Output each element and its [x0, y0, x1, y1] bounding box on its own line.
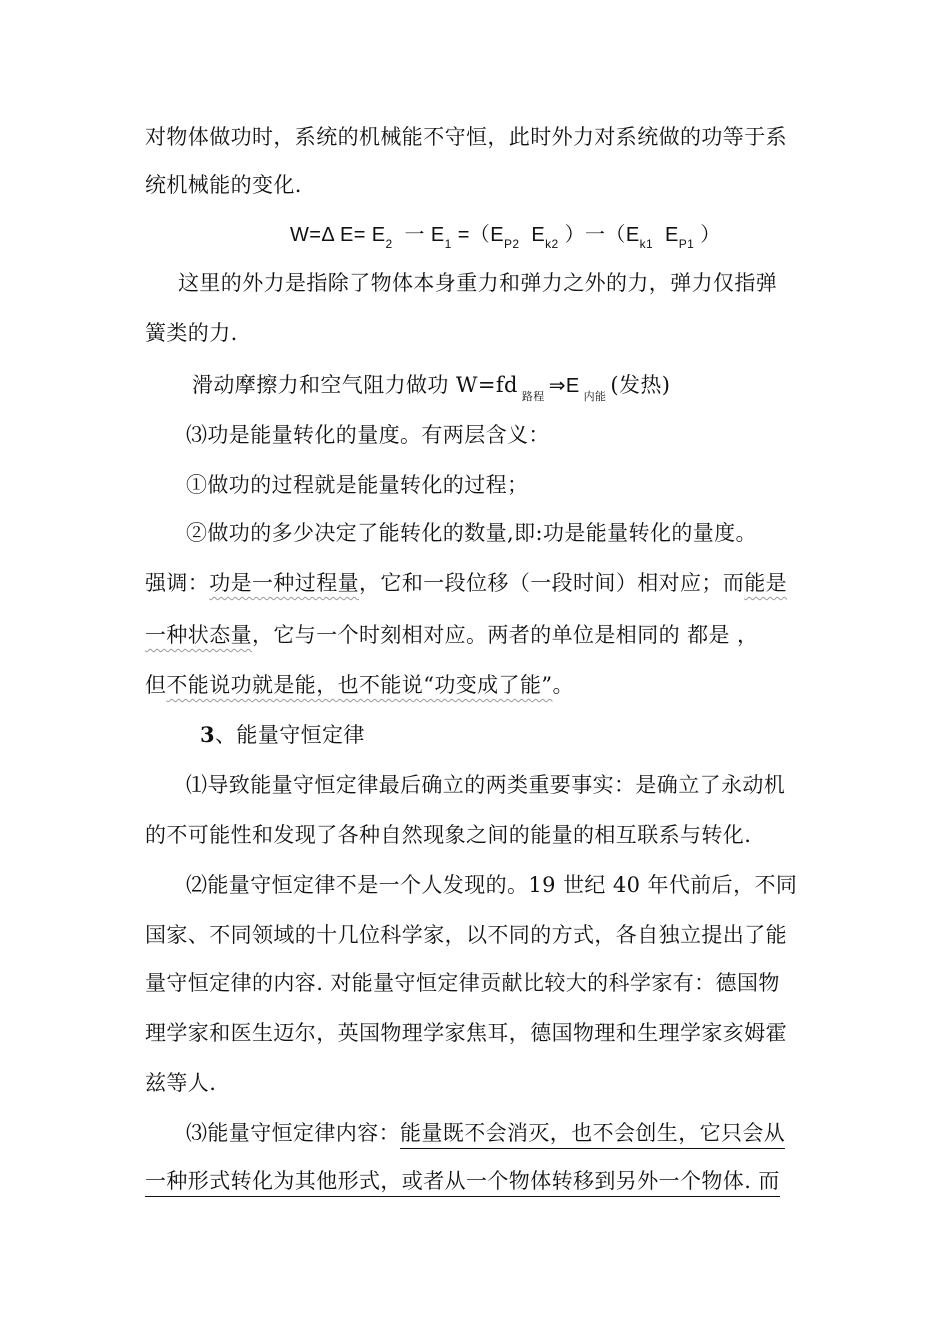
friction-text: 滑动摩擦力和空气阻力做功 W=fd	[192, 373, 518, 397]
underlined-text: 能量既不会消灭，也不会创生，它只会从	[400, 1121, 785, 1149]
formula-part: E	[525, 224, 546, 246]
formula-subscript: k2	[545, 237, 559, 251]
friction-work-line	[192, 370, 857, 404]
paragraph-line: 理学家和医生迈尔，英国物理学家焦耳，德国物理和生理学家亥姆霍	[145, 1021, 787, 1045]
section-title: 、能量守恒定律	[215, 723, 365, 747]
formula-part: ）	[700, 224, 721, 246]
law-statement-line	[145, 1166, 810, 1196]
heat-note: (发热)	[610, 373, 671, 397]
formula-subscript: k1	[639, 237, 654, 251]
formula-part: ）一（E	[564, 224, 640, 246]
law-statement-line	[186, 1118, 851, 1148]
formula-part: 一 E	[398, 224, 445, 246]
paragraph-line: 统机械能的变化.	[145, 173, 302, 197]
formula-subscript: 2	[385, 237, 393, 251]
paragraph-line: 兹等人.	[145, 1071, 217, 1095]
paragraph-line: ②做功的多少决定了能转化的数量,即:功是能量转化的量度。	[186, 521, 757, 545]
wavy-underlined-text: 能是	[744, 571, 788, 595]
paragraph-line: 簧类的力.	[145, 321, 238, 345]
emphasis-line	[145, 568, 810, 598]
formula-part: E	[659, 224, 679, 246]
law-label: ⑶能量守恒定律内容：	[186, 1121, 400, 1145]
underlined-text: 一种形式转化为其他形式，或者从一个物体转移到另外一个物体. 而	[145, 1169, 780, 1197]
paragraph-line: ①做功的过程就是能量转化的过程；	[186, 473, 529, 497]
paragraph-line: ⑴导致能量守恒定律最后确立的两类重要事实：是确立了永动机	[186, 773, 786, 797]
formula-part: =（E	[457, 224, 504, 246]
paragraph-line: 这里的外力是指除了物体本身重力和弹力之外的力，弹力仅指弹	[178, 271, 778, 295]
wavy-underlined-text: 一种状态量	[145, 623, 252, 647]
paragraph-line: 的不可能性和发现了各种自然现象之间的能量的相互联系与转化.	[145, 823, 752, 847]
section-heading	[200, 720, 865, 750]
wavy-underlined-text: 功是一种过程量	[209, 571, 360, 595]
emphasis-label: 强调：	[145, 571, 210, 595]
wavy-underlined-text: 不能说功就是能，也不能说“功变成了能”	[166, 673, 553, 697]
formula-subscript: P2	[503, 237, 520, 251]
paragraph-line: ⑵能量守恒定律不是一个人发现的。19 世纪 40 年代前后，不同	[186, 873, 798, 897]
section-number: 3	[200, 722, 216, 747]
paragraph-line: 对物体做功时，系统的机械能不守恒，此时外力对系统做的功等于系	[145, 125, 787, 149]
implies-arrow: ⇒E	[548, 375, 580, 397]
emphasis-text: 但	[145, 673, 167, 697]
path-subscript: 路程	[521, 390, 545, 403]
emphasis-text: ，它和一段位移（一段时间）相对应；而	[359, 571, 745, 595]
paragraph-line: ⑶功是能量转化的量度。有两层含义：	[186, 423, 550, 447]
paragraph-line: 量守恒定律的内容. 对能量守恒定律贡献比较大的科学家有：德国物	[145, 971, 780, 995]
formula-subscript: 1	[444, 237, 452, 251]
internal-energy-subscript: 内能	[583, 390, 607, 403]
formula-part: W=Δ E= E	[290, 224, 386, 246]
emphasis-text: ，它与一个时刻相对应。两者的单位是相同的 都是 ，	[252, 623, 759, 647]
emphasis-text: 。	[552, 673, 574, 697]
formula-subscript: P1	[678, 237, 695, 251]
paragraph-line: 国家、不同领域的十几位科学家，以不同的方式，各自独立提出了能	[145, 923, 787, 947]
emphasis-line	[145, 670, 810, 700]
energy-formula	[290, 220, 950, 252]
emphasis-line	[145, 620, 810, 650]
